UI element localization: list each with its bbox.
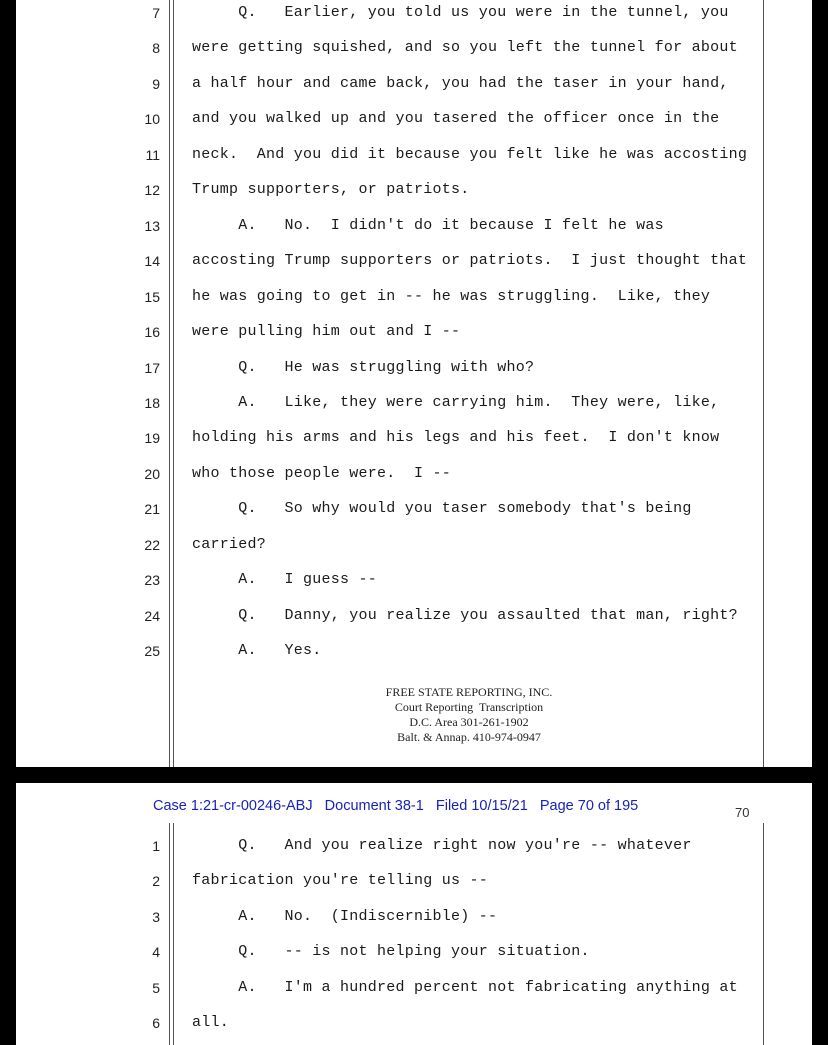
line-number: 19 <box>144 430 160 447</box>
line-text: A. No. (Indiscernible) -- <box>192 907 498 925</box>
line-number: 3 <box>152 908 160 925</box>
line-number: 4 <box>152 944 160 961</box>
line-text: Q. He was struggling with who? <box>192 358 535 376</box>
footer-service: Court Reporting Transcription <box>394 700 544 714</box>
line-number: 12 <box>144 182 160 199</box>
line-text: accosting Trump supporters or patriots. I just thought that <box>192 252 748 270</box>
transcript-line <box>16 359 812 379</box>
transcript-line <box>16 181 812 201</box>
line-number: 11 <box>145 146 160 163</box>
line-number: 2 <box>152 873 160 890</box>
line-text: neck. And you did it because you felt like he was accosting <box>192 145 748 163</box>
transcript-line <box>16 872 812 892</box>
transcript-line <box>16 465 812 485</box>
line-number: 6 <box>152 1015 160 1032</box>
transcript-line <box>16 146 812 166</box>
transcript-page-70 <box>16 783 812 1045</box>
line-number: 25 <box>144 643 160 660</box>
line-number: 5 <box>152 979 160 996</box>
line-number: 16 <box>144 324 160 341</box>
footer-dc-phone: D.C. Area 301-261-1902 <box>409 715 529 729</box>
line-text: all. <box>192 1014 230 1032</box>
transcript-line <box>16 252 812 272</box>
transcript-line <box>16 642 812 662</box>
line-number: 1 <box>152 838 160 854</box>
line-number: 21 <box>144 501 160 518</box>
transcript-line <box>16 394 812 414</box>
line-text: Q. Earlier, you told us you were in the tunnel, you <box>192 4 729 21</box>
transcript-line <box>16 1014 812 1034</box>
line-text: carried? <box>192 535 267 553</box>
line-text: a half hour and came back, you had the taser in your hand, <box>192 74 729 92</box>
line-text: Q. Danny, you realize you assaulted that man, right? <box>192 606 738 624</box>
line-text: who those people were. I -- <box>192 464 452 482</box>
line-number: 20 <box>144 465 160 482</box>
footer-company: FREE STATE REPORTING, INC. <box>385 685 553 699</box>
transcript-line <box>16 429 812 449</box>
line-number: 18 <box>144 394 160 411</box>
page-number: 70 <box>735 805 750 820</box>
line-text: he was going to get in -- he was struggling. Like, they <box>192 287 711 305</box>
line-number: 13 <box>144 217 160 234</box>
line-number: 10 <box>144 111 160 128</box>
line-text: holding his arms and his legs and his feet. I don't know <box>192 429 720 447</box>
transcript-line <box>16 943 812 963</box>
line-number: 17 <box>144 359 160 376</box>
line-number: 8 <box>152 40 160 57</box>
line-text: fabrication you're telling us -- <box>192 872 489 890</box>
transcript-line <box>16 288 812 308</box>
transcript-line <box>16 217 812 237</box>
line-text: were getting squished, and so you left the tunnel for about <box>192 39 738 57</box>
line-text: Q. So why would you taser somebody that's being <box>192 500 692 518</box>
case-header: Case 1:21-cr-00246-ABJ Document 38-1 Filed 10/15/21 Page 70 of 195 <box>153 798 639 814</box>
transcript-line <box>16 500 812 520</box>
transcript-line <box>16 607 812 627</box>
transcript-line <box>16 979 812 999</box>
line-text: and you walked up and you tasered the officer once in the <box>192 110 720 128</box>
transcript-line <box>16 4 812 24</box>
line-number: 9 <box>152 75 160 92</box>
line-text: A. I guess -- <box>192 571 378 589</box>
transcript-page-69 <box>16 0 812 767</box>
line-text: Trump supporters, or patriots. <box>192 181 470 199</box>
line-text: Q. -- is not helping your situation. <box>192 943 590 961</box>
transcript-line <box>16 75 812 95</box>
line-text: were pulling him out and I -- <box>192 323 461 341</box>
line-text: Q. And you realize right now you're -- whatever <box>192 837 692 854</box>
transcript-line <box>16 323 812 343</box>
line-number: 24 <box>144 607 160 624</box>
line-text: A. Yes. <box>192 642 322 660</box>
transcript-line <box>16 110 812 130</box>
transcript-line <box>16 908 812 928</box>
footer-balt-phone: Balt. & Annap. 410-974-0947 <box>397 730 541 744</box>
line-number: 14 <box>144 253 160 270</box>
transcript-line <box>16 536 812 556</box>
line-number: 7 <box>152 5 160 21</box>
line-number: 22 <box>144 536 160 553</box>
line-text: A. No. I didn't do it because I felt he was <box>192 216 664 234</box>
transcript-line <box>16 571 812 591</box>
line-text: A. Like, they were carrying him. They were, like, <box>192 393 720 411</box>
transcript-line <box>16 39 812 59</box>
transcript-line <box>16 837 812 857</box>
line-number: 23 <box>144 572 160 589</box>
reporter-footer <box>266 685 672 745</box>
line-text: A. I'm a hundred percent not fabricating anything at <box>192 978 738 996</box>
line-number: 15 <box>144 288 160 305</box>
